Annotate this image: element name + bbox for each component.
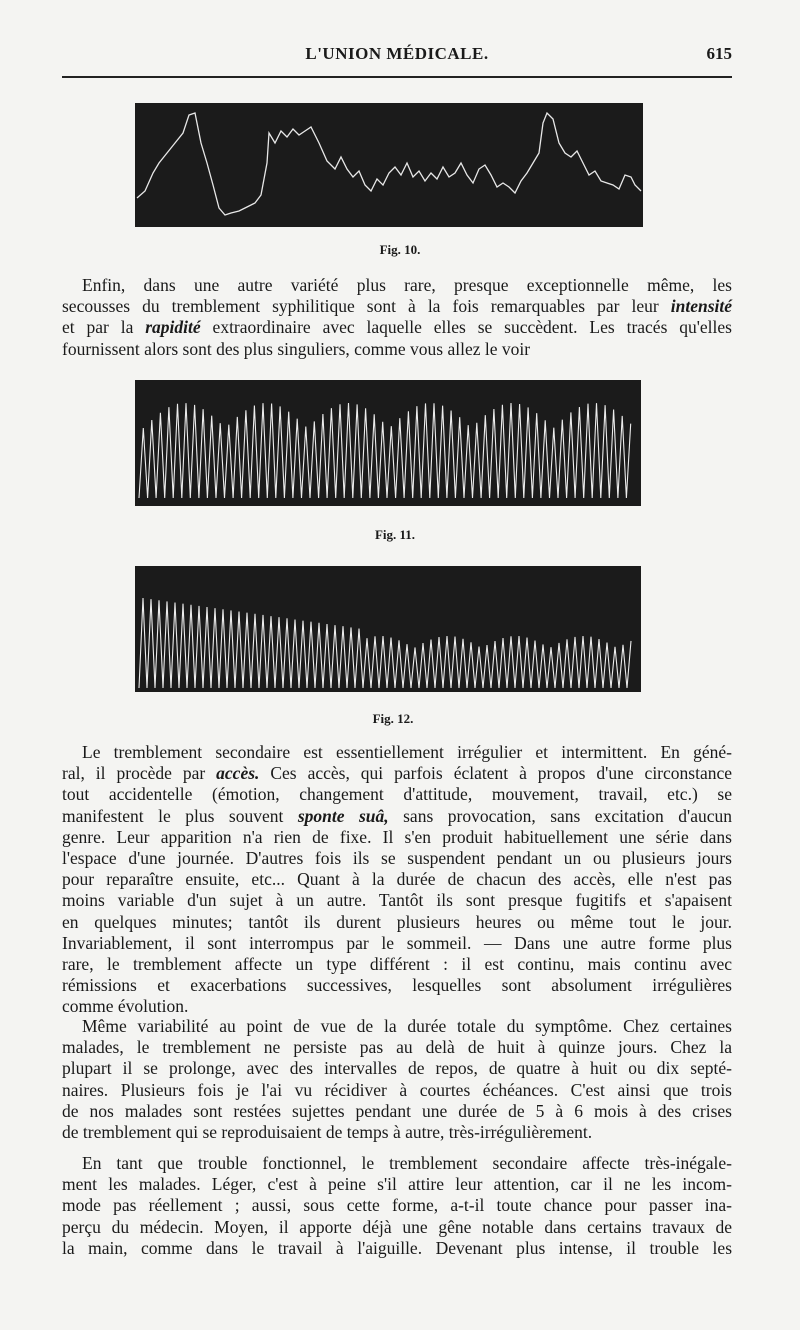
text-line: l'espace d'une journée. D'autres fois ils se suspendent pendant un ou plusieurs jours [62, 848, 732, 869]
figure-11-tracing [135, 380, 641, 506]
text-line: fournissent alors sont des plus singuliers, comme vous allez le voir [62, 338, 531, 359]
text-line: naires. Plusieurs fois je l'ai vu récidiver à courtes échéances. C'est ainsi que trois [62, 1079, 732, 1100]
text-line: mode pas réellement ; aussi, sous cette forme, a-t-il toute chance pour passer ina- [62, 1195, 732, 1216]
text-line: En tant que trouble fonctionnel, le tremblement secondaire affecte très-inégale- [82, 1153, 732, 1173]
page-header [62, 44, 732, 74]
text-span: et par la [62, 317, 146, 338]
text-line: ment les malades. Léger, c'est à peine s'il attire leur attention, car il ne les incom- [62, 1174, 732, 1195]
text-line: pour reparaître ensuite, etc... Quant à la durée de chacun des accès, elle n'est pas [62, 869, 732, 890]
text-span: ral, il procède par [62, 763, 217, 784]
paragraph-2 [62, 742, 732, 1018]
text-line: tout accidentelle (émotion, changement d'attitude, mouvement, travail, etc.) se [62, 784, 732, 805]
text-span: extraordinaire avec laquelle elles se succèdent. Les tracés qu'elles [200, 317, 732, 338]
emphasis: sponte suâ, [297, 805, 389, 826]
text-line [62, 806, 732, 827]
text-line: comme évolution. [62, 996, 189, 1017]
text-line: perçu du médecin. Moyen, il apporte déjà une gêne notable dans certains travaux de [62, 1216, 732, 1237]
tracing-fig12-svg [135, 566, 641, 692]
tracing-line [139, 403, 631, 498]
text-line [62, 317, 732, 338]
figure-10-tracing [135, 103, 643, 227]
text-line [62, 296, 732, 317]
text-span: secousses du tremblement syphilitique sont à la fois remarquables par leur [62, 296, 671, 317]
emphasis: accès. [216, 763, 260, 784]
text-line: moins variable d'un sujet à un autre. Tantôt ils sont presque fugitifs et s'apaisent [62, 890, 732, 911]
text-line: genre. Leur apparition n'a rien de fixe. Il s'en produit habituellement une série dans [62, 826, 732, 847]
text-line: Même variabilité au point de vue de la durée totale du symptôme. Chez certaines [82, 1016, 732, 1036]
tracing-fig11-svg [135, 380, 641, 506]
text-line: plupart il se prolonge, avec des intervalles de repos, de quatre à huit ou dix septé- [62, 1058, 732, 1079]
text-line [62, 763, 732, 784]
figure-10-caption: Fig. 10. [379, 242, 421, 257]
text-line: Le tremblement secondaire est essentiellement irrégulier et intermittent. En géné- [82, 742, 732, 762]
text-line: malades, le tremblement ne persiste pas au delà de huit à quinze jours. Chez la [62, 1037, 732, 1058]
text-line: en quelques minutes; tantôt ils durent plusieurs heures ou même tout le jour. [62, 911, 732, 932]
text-line: Enfin, dans une autre variété plus rare, presque exceptionnelle même, les [82, 275, 732, 295]
text-line: rare, le tremblement affecte un type différent : il est continu, mais continu avec [62, 954, 732, 975]
text-line: Invariablement, il sont interrompus par le sommeil. — Dans une autre forme plus [62, 932, 732, 953]
text-span: sans provocation, sans excitation d'aucun [388, 805, 732, 826]
page-number: 615 [706, 44, 732, 63]
text-line: la main, comme dans le travail à l'aiguille. Devenant plus intense, il trouble les [62, 1237, 732, 1258]
text-span: Ces accès, qui parfois éclatent à propos d'une circonstance [259, 763, 732, 784]
figure-11-caption: Fig. 11. [374, 527, 416, 542]
tracing-line [139, 598, 631, 688]
text-line: de tremblement qui se reproduisaient de temps à autre, très-irrégulièrement. [62, 1122, 593, 1143]
emphasis: intensité [670, 296, 732, 317]
figure-12-tracing [135, 566, 641, 692]
paragraph-4 [62, 1153, 732, 1259]
paragraph-1 [62, 275, 732, 360]
text-line: rémissions et exacerbations successives, lesquelles sont absolument irrégulières [62, 975, 732, 996]
journal-title: L'UNION MÉDICALE. [305, 44, 489, 63]
paragraph-3 [62, 1016, 732, 1143]
emphasis: rapidité [145, 317, 201, 338]
tracing-fig10-svg [135, 103, 643, 227]
header-rule [62, 76, 732, 78]
figure-12-caption: Fig. 12. [372, 711, 414, 726]
text-span: manifestent le plus souvent [62, 805, 298, 826]
text-line: de nos malades sont restées sujettes pendant une durée de 5 à 6 mois à des crises [62, 1100, 732, 1121]
